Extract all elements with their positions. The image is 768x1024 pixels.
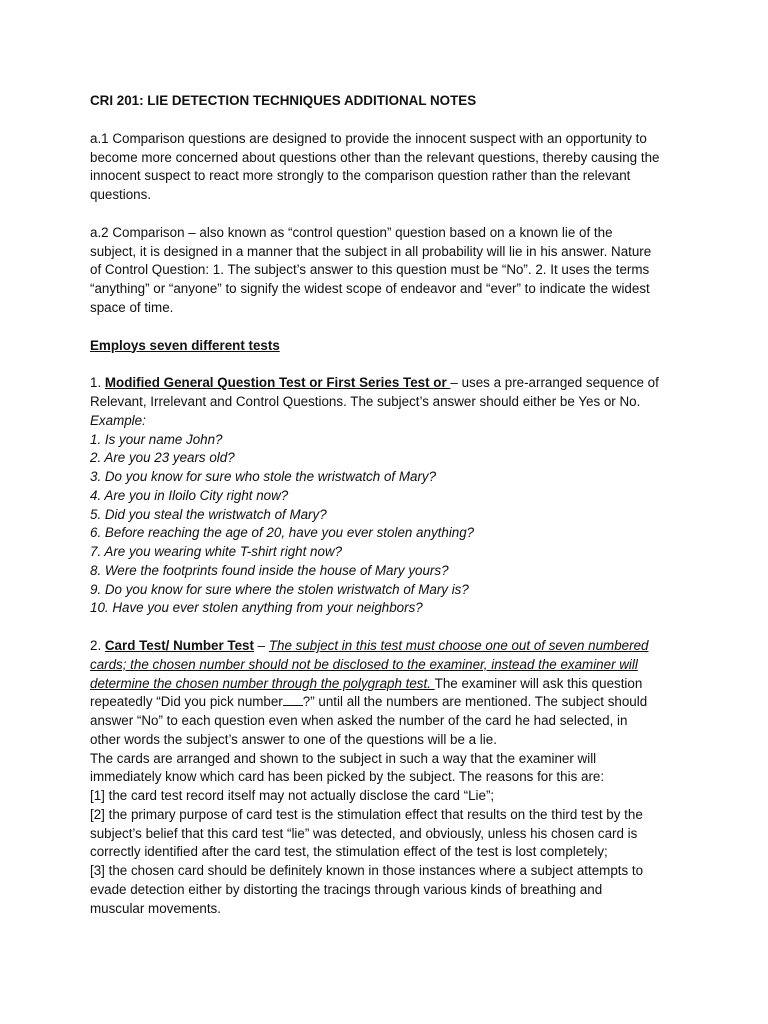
a1-line: become more concerned about questions other than the relevant questions, thereby causing the [90, 149, 660, 165]
example-item: 4. Are you in Iloilo City right now? [90, 487, 289, 503]
a1-line: innocent suspect to react more strongly to the comparison question rather than the relevant [90, 168, 631, 184]
test2-section [90, 637, 690, 918]
reason-2: [2] the primary purpose of card test is the stimulation effect that results on the third test by the [90, 806, 643, 822]
test2-line: The cards are arranged and shown to the subject in such a way that the examiner will [90, 750, 597, 766]
test1-number: 1. [90, 375, 105, 391]
number-blank [283, 693, 303, 706]
reason-3: [3] the chosen card should be definitely known in those instances where a subject attempts to [90, 863, 644, 878]
test2-text: repeatedly “Did you pick number [90, 694, 283, 710]
a2-line: of Control Question: 1. The subject’s answer to this question must be “No”. 2. It uses the terms [90, 262, 650, 278]
a2-line: space of time. [90, 299, 174, 315]
test2-text: ?” until all the numbers are mentioned. The subject should [302, 694, 648, 710]
test1-heading-line [90, 374, 690, 393]
example-label: Example: [90, 412, 146, 428]
paragraph-a2 [90, 224, 690, 318]
test2-underlined-text: cards; the chosen number should not be disclosed to the examiner, instead the examiner will [90, 656, 638, 672]
tests-heading: Employs seven different tests [90, 337, 280, 353]
test1-description: – uses a pre-arranged sequence of [450, 375, 659, 391]
test2-underlined-text: The subject in this test must choose one out of seven numbered [268, 638, 649, 653]
test2-line3 [90, 675, 690, 694]
test2-underlined-text: determine the chosen number through the polygraph test. [90, 675, 435, 691]
reason-1: [1] the card test record itself may not actually disclose the card “Lie”; [90, 788, 495, 803]
example-item: 3. Do you know for sure who stole the wristwatch of Mary? [90, 469, 437, 484]
test2-line: immediately know which card has been picked by the subject. The reasons for this are: [90, 769, 605, 785]
a2-line: a.2 Comparison – also known as “control question” question based on a known lie of the [90, 224, 613, 240]
test2-line4 [90, 693, 690, 712]
example-item: 9. Do you know for sure where the stolen wristwatch of Mary is? [90, 581, 469, 597]
example-item: 7. Are you wearing white T-shirt right now? [90, 544, 343, 559]
example-item: 6. Before reaching the age of 20, have you ever stolen anything? [90, 525, 475, 541]
a2-line: subject, it is designed in a manner that the subject in all probability will lie in his answer. Nature [90, 243, 652, 259]
reason-2: subject’s belief that this card test “lie” was detected, and obviously, unless his chosen card is [90, 825, 638, 841]
test2-heading-line [90, 637, 690, 656]
test2-text: The examiner will ask this question [434, 675, 643, 691]
test1-line2: Relevant, Irrelevant and Control Questions. The subject’s answer should either be Yes or No. [90, 394, 641, 409]
test1-section [90, 374, 690, 618]
example-item: 1. Is your name John? [90, 431, 223, 447]
reason-2: correctly identified after the card test, the stimulation effect of the test is lost completely; [90, 844, 608, 860]
test2-name: Card Test/ Number Test [104, 638, 254, 653]
a1-line: questions. [90, 187, 152, 202]
example-item: 5. Did you steal the wristwatch of Mary? [90, 506, 327, 522]
reason-3: muscular movements. [90, 900, 221, 916]
tests-heading-block [90, 337, 690, 356]
test1-name: Modified General Question Test or First Series Test or [104, 375, 451, 391]
test2-dash: – [253, 638, 269, 653]
example-item: 10. Have you ever stolen anything from your neighbors? [90, 600, 423, 616]
test2-line: answer “No” to each question even when asked the number of the card he had selected, in [90, 713, 628, 728]
example-item: 2. Are you 23 years old? [90, 450, 235, 466]
example-item: 8. Were the footprints found inside the house of Mary yours? [90, 562, 449, 578]
a1-line: a.1 Comparison questions are designed to provide the innocent suspect with an opportunity to [90, 130, 647, 146]
document-page [90, 92, 690, 937]
a2-line: “anything” or “anyone” to signify the widest scope of endeavor and “ever” to indicate the widest [90, 281, 650, 296]
test2-number: 2. [90, 638, 105, 653]
paragraph-a1 [90, 130, 690, 205]
reason-3: evade detection either by distorting the tracings through various kinds of breathing and [90, 881, 603, 897]
test2-line: other words the subject’s answer to one of the questions will be a lie. [90, 731, 497, 747]
document-title: CRI 201: LIE DETECTION TECHNIQUES ADDITIONAL NOTES [90, 93, 477, 108]
